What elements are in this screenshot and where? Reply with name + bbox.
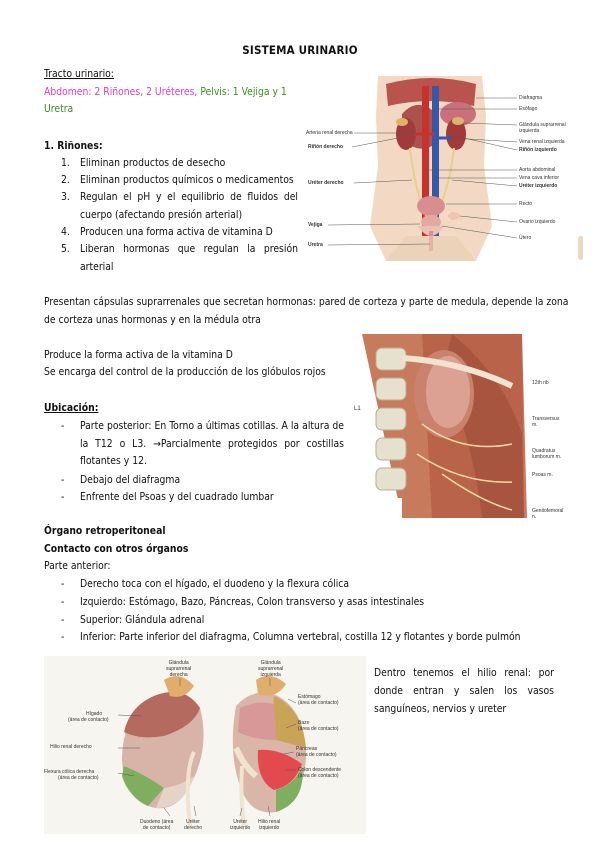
kidney-contact-figure — [44, 656, 366, 834]
fig2-label-transversus: Transversus — [532, 416, 560, 422]
rinones-item-text: Eliminan productos químicos o medicamentos — [80, 174, 294, 186]
kidney-location-illustration — [362, 334, 574, 518]
vitamina-line-2: Se encarga del control de la producción de los glóbulos rojos — [44, 366, 326, 378]
rinones-item-number: 3. — [61, 191, 70, 203]
bullet-dash: - — [61, 474, 65, 486]
fig1-label-ureter-izquierdo: Uréter izquierdo — [519, 183, 558, 189]
fig3-label-higado: Hígado — [86, 711, 103, 717]
ubicacion-item-text: Debajo del diafragma — [80, 474, 181, 486]
abdomen-text: Abdomen: 2 Riñones, 2 Uréteres, — [44, 86, 198, 98]
fig3-label-hilio-izquierdo-1: Hilio renal — [258, 819, 281, 825]
fig1-label-recto: Recto — [519, 201, 533, 207]
fig3-label-ureter-derecho-1: Uréter — [186, 819, 200, 825]
fig1-label-esofago: Esófago — [519, 106, 538, 112]
fig3-label-ureter-izquierdo-2: izquierdo — [230, 825, 251, 831]
fig3-label-colon: Colon descendente — [298, 767, 342, 773]
fig1-label-ureter-derecho: Uréter derecho — [308, 180, 344, 186]
ubicacion-item-text: Enfrente del Psoas y del cuadrado lumbar — [80, 491, 274, 503]
fig1-label-aorta: Aorta abdominal — [519, 167, 556, 173]
hilio-line-2: donde entran y salen los vasos — [374, 685, 554, 697]
fig1-label-vena-renal: Vena renal izquierda — [519, 139, 565, 145]
pelvis-text-2: Uretra — [44, 103, 74, 115]
parte-anterior: Parte anterior: — [44, 560, 111, 572]
fig2-label-psoas: Psoas m. — [532, 472, 553, 478]
fig3-label-colon-area: (área de contacto) — [298, 773, 339, 779]
fig3-label-glandula-izquierda-2: suprarrenal — [258, 666, 284, 672]
rinones-item-text: Eliminan productos de desecho — [80, 157, 226, 169]
fig1-leader-lines — [306, 76, 560, 261]
fig3-label-duodeno-1: Duodeno (área — [140, 819, 174, 825]
fig1-label-rinon-izquierdo: Riñón izquierdo — [519, 147, 557, 153]
bullet-dash: - — [61, 596, 65, 608]
fig1-label-vejiga: Vejiga — [308, 222, 323, 228]
ubicacion-heading: Ubicación: — [44, 402, 99, 414]
fig1-label-glandula: Glándula suprarrenal — [519, 122, 566, 128]
tracto-heading: Tracto urinario: — [44, 68, 114, 80]
fig3-label-flexura: Flexura cólica derecha — [44, 769, 95, 775]
rinones-item-number: 2. — [61, 174, 70, 186]
fig1-label-izquierda: izquierda — [519, 128, 540, 134]
fig2-label-genitofemoral-n: n. — [532, 514, 537, 520]
fig2-label-genitofemoral: Genitofemoral — [532, 508, 564, 514]
fig3-label-bazo: Bazo — [298, 720, 310, 726]
vitamina-line-1: Produce la forma activa de la vitamina D — [44, 349, 233, 361]
fig2-label-transversus-m: m. — [532, 422, 538, 428]
contacto-item-text: Inferior: Parte inferior del diafragma, Columna vertebral, costilla 12 y flotantes y borde pulmón — [80, 631, 521, 643]
ubicacion-item-text: la T12 o L3. →Parcialmente protegidos por costillas — [80, 438, 344, 450]
fig2-label-l1: L1 — [354, 406, 361, 412]
fig3-label-ureter-derecho-2: derecho — [184, 825, 203, 831]
fig3-label-pancreas: Páncreas — [296, 746, 318, 752]
fig3-label-glandula-derecha — [166, 660, 191, 678]
fig3-label-glandula-derecha-1: Glándula — [168, 660, 189, 666]
bullet-dash: - — [61, 578, 65, 590]
tracto-line-1 — [44, 86, 287, 98]
capsulas-line-2: de corteza unas hormonas y en la médula otra — [44, 314, 261, 326]
fig1-label-utero: Útero — [519, 235, 532, 241]
rinones-item-number: 4. — [61, 226, 70, 238]
rinones-item-text: Liberan hormonas que regulan la presión — [80, 243, 298, 255]
urinary-system-figure — [306, 76, 566, 261]
fig3-label-hilio-izquierdo-2: izquierdo — [258, 825, 280, 831]
rinones-item-text: Producen una forma activa de vitamina D — [80, 226, 273, 238]
fig1-crop-remnant — [578, 236, 583, 260]
fig3-label-ureter-izquierdo — [230, 819, 250, 831]
kidney-contact-illustration — [44, 656, 366, 834]
bullet-dash: - — [61, 631, 65, 643]
ubicacion-item-text: Parte posterior: En Torno a últimas cotillas. A la altura de — [80, 420, 344, 432]
fig3-label-hilio-derecho: Hilio renal derecho — [50, 744, 92, 750]
contacto-item-text: Derecho toca con el hígado, el duodeno y la flexura cólica — [80, 578, 350, 590]
rinones-item-number: 1. — [61, 157, 70, 169]
fig1-label-rinon-derecho: Riñón derecho — [308, 144, 344, 150]
rinones-item-text: arterial — [80, 261, 114, 273]
fig1-label-diafragma: Diafragma — [519, 95, 543, 101]
fig3-label-ureter-derecho — [184, 819, 202, 831]
fig2-label-quadratus: Quadratus — [532, 448, 556, 454]
fig3-label-flexura-area: (área de contacto) — [58, 775, 99, 781]
bullet-dash: - — [61, 614, 65, 626]
rinones-item-text: cuerpo (afectando presión arterial) — [80, 209, 243, 221]
pelvis-text: Pelvis: 1 Vejiga y 1 — [200, 86, 287, 98]
fig2-label-lumborum: lumborum m. — [532, 454, 562, 460]
fig3-label-bazo-area: (área de contacto) — [298, 726, 339, 732]
fig3-label-estomago: Estómago — [298, 694, 321, 700]
fig3-label-glandula-izquierda-3: izquierda — [260, 672, 281, 678]
fig3-label-pancreas-area: (área de contacto) — [296, 752, 337, 758]
fig1-label-uretra: Uretra — [308, 242, 323, 248]
retroperitoneal-heading: Órgano retroperitoneal — [44, 525, 166, 537]
fig1-label-ovario: Ovario izquierdo — [519, 219, 556, 225]
fig3-label-hilio-izquierdo — [258, 819, 280, 831]
bullet-dash: - — [61, 420, 65, 432]
fig3-label-ureter-izquierdo-1: Uréter — [233, 819, 248, 825]
fig3-label-glandula-derecha-3: derecha — [169, 672, 188, 678]
rinones-heading: 1. Riñones: — [44, 140, 103, 152]
fig1-label-vena-cava: Vena cava inferior — [519, 175, 560, 181]
bullet-dash: - — [61, 491, 65, 503]
fig3-label-duodeno — [140, 819, 173, 831]
fig3-label-glandula-izquierda — [258, 660, 283, 678]
fig3-label-higado-area: (área de contacto) — [68, 717, 109, 723]
fig1-label-arteria-renal: Arteria renal derecha — [306, 130, 353, 136]
contacto-heading: Contacto con otros órganos — [44, 543, 189, 555]
hilio-line-1: Dentro tenemos el hilio renal: por — [374, 667, 554, 679]
rinones-item-text: Regulan el pH y el equilibrio de fluidos del — [80, 191, 298, 203]
capsulas-line-1: Presentan cápsulas suprarrenales que secretan hormonas: pared de corteza y parte de medula, depende la zona — [44, 296, 569, 308]
rinones-item-number: 5. — [61, 243, 70, 255]
page-title: SISTEMA URINARIO — [242, 43, 358, 57]
ubicacion-item-text: flotantes y 12. — [80, 455, 147, 467]
fig2-label-12th-rib: 12th rib — [532, 380, 549, 386]
contacto-item-text: Izquierdo: Estómago, Bazo, Páncreas, Colon transverso y asas intestinales — [80, 596, 425, 608]
kidney-location-figure — [354, 334, 574, 520]
fig3-label-estomago-area: (área de contacto) — [298, 700, 339, 706]
hilio-line-3: sanguíneos, nervios y ureter — [374, 703, 507, 715]
hilio-paragraph — [374, 664, 554, 718]
contacto-item-text: Superior: Glándula adrenal — [80, 614, 205, 626]
fig3-label-glandula-derecha-2: suprarrenal — [166, 666, 192, 672]
fig3-label-duodeno-2: de contacto) — [142, 825, 171, 831]
fig3-label-glandula-izquierda-1: Glándula — [260, 660, 281, 666]
